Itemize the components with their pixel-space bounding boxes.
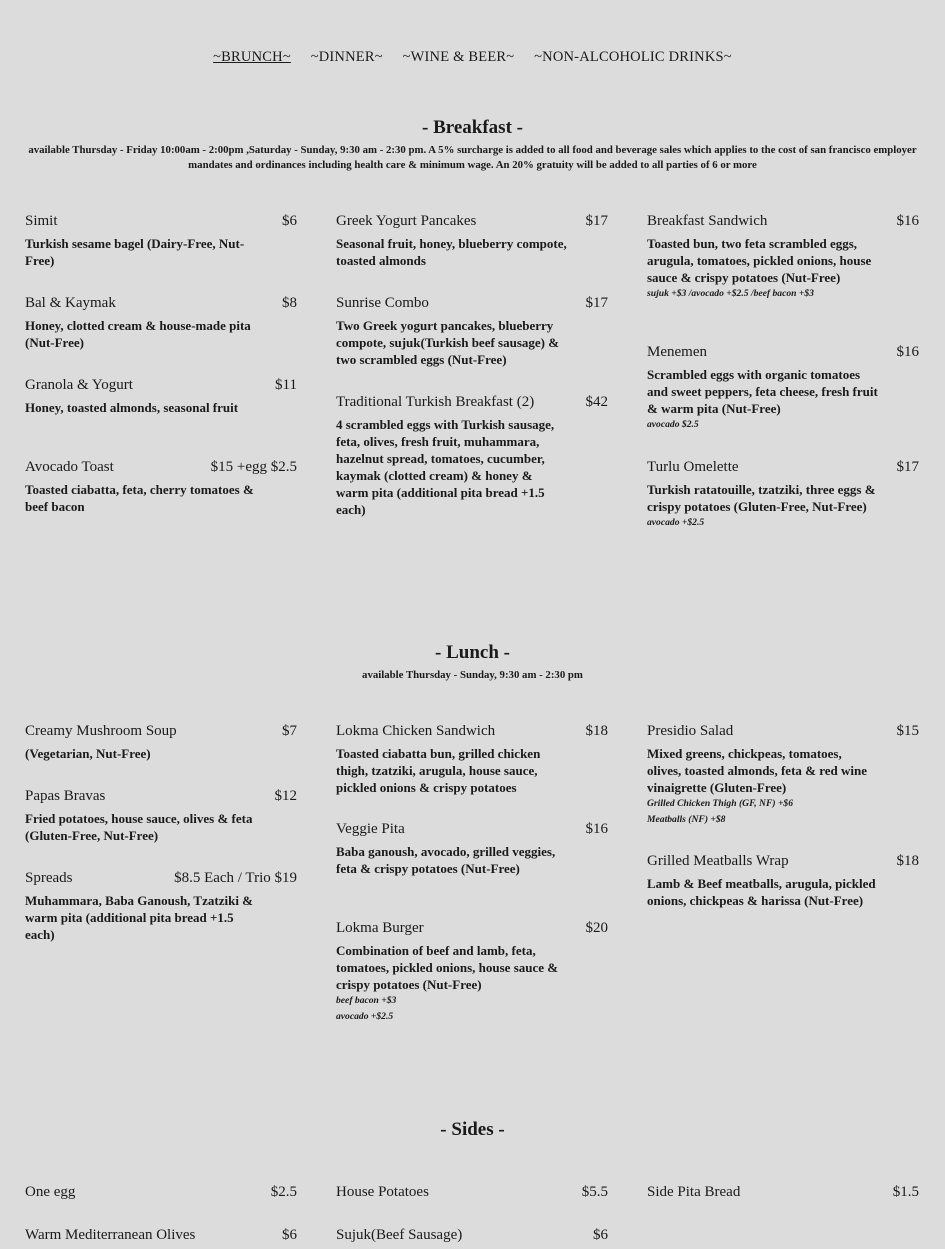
- item-description: Honey, toasted almonds, seasonal fruit: [25, 400, 239, 415]
- item-price: $7: [282, 723, 297, 739]
- item-description: Toasted bun, two feta scrambled eggs, arugula, tomatoes, pickled onions, house sauce & crispy potatoes (Nut-Free): [647, 236, 872, 285]
- item-name: Veggie Pita: [336, 821, 405, 837]
- item-price: $15 +egg $2.5: [210, 459, 297, 475]
- item-name: Sujuk(Beef Sausage): [336, 1227, 463, 1243]
- item-price: $8: [282, 295, 297, 311]
- menu-item: [336, 919, 608, 1025]
- menu-item: [336, 212, 608, 269]
- menu-item: [647, 722, 919, 828]
- item-description: Toasted ciabatta, feta, cherry tomatoes & beef bacon: [25, 482, 254, 514]
- item-price: $6: [282, 213, 297, 229]
- nav-brunch-link[interactable]: ~BRUNCH~: [213, 49, 291, 65]
- item-name: Traditional Turkish Breakfast (2): [336, 394, 535, 410]
- nav-wine-beer-link[interactable]: ~WINE & BEER~: [402, 49, 515, 65]
- item-description: Turkish sesame bagel (Dairy-Free, Nut-Free): [25, 236, 245, 268]
- item-addon: avocado +$2.5: [647, 517, 705, 528]
- item-description: Muhammara, Baba Ganoush, Tzatziki & warm pita (additional pita bread +1.5 each): [25, 893, 254, 942]
- menu-item: [25, 869, 297, 943]
- breakfast-note: available Thursday - Friday 10:00am - 2:00pm ,Saturday - Sunday, 9:30 am - 2:30 pm. A 5% surcharge is added to all food and beverage sales which applies to the cost of san francisco employer mandates and ordinances including health care & minimum wage. An 20% gratuity will be added to all parties of 6 or more: [28, 144, 917, 171]
- item-name: Greek Yogurt Pancakes: [336, 213, 477, 229]
- item-name: Spreads: [25, 870, 73, 886]
- item-description: Honey, clotted cream & house-made pita (Nut-Free): [25, 318, 251, 350]
- item-description: 4 scrambled eggs with Turkish sausage, feta, olives, fresh fruit, muhammara, hazelnut spread, tomatoes, cucumber, kaymak (clotted cream) & honey & warm pita (additional pita bread +1.5 each): [336, 417, 555, 517]
- item-price: $17: [896, 459, 919, 475]
- item-addon: Meatballs (NF) +$8: [647, 814, 726, 825]
- item-name: Bal & Kaymak: [25, 295, 116, 311]
- item-name: Creamy Mushroom Soup: [25, 723, 177, 739]
- item-description: Fried potatoes, house sauce, olives & feta (Gluten-Free, Nut-Free): [25, 811, 253, 843]
- item-name: Turlu Omelette: [647, 459, 739, 475]
- menu-item: [647, 852, 919, 909]
- item-name: Simit: [25, 213, 58, 229]
- menu-item: [336, 294, 608, 368]
- item-price: $12: [274, 788, 297, 804]
- item-name: Breakfast Sandwich: [647, 213, 768, 229]
- item-name: Avocado Toast: [25, 459, 114, 475]
- item-addon: sujuk +$3 /avocado +$2.5 /beef bacon +$3: [647, 288, 814, 299]
- menu-item: [647, 212, 919, 302]
- item-price: $42: [585, 394, 608, 410]
- item-name: Lokma Burger: [336, 920, 424, 936]
- item-price: $16: [585, 821, 608, 837]
- item-price: $18: [896, 853, 919, 869]
- menu-item: [25, 294, 297, 351]
- item-price: $16: [896, 213, 919, 229]
- item-addon: avocado $2.5: [647, 419, 699, 430]
- item-price: $8.5 Each / Trio $19: [174, 870, 297, 886]
- menu-item: [647, 1183, 919, 1201]
- item-price: $6: [282, 1227, 297, 1243]
- menu-item: [25, 212, 297, 269]
- item-price: $1.5: [892, 1184, 919, 1200]
- item-description: Scrambled eggs with organic tomatoes and sweet peppers, feta cheese, fresh fruit & warm pita (Nut-Free): [647, 367, 878, 416]
- item-addon: Grilled Chicken Thigh (GF, NF) +$6: [647, 798, 794, 809]
- lunch-title: - Lunch -: [435, 642, 510, 663]
- item-name: Papas Bravas: [25, 788, 106, 804]
- nav-dinner-link[interactable]: ~DINNER~: [310, 49, 383, 65]
- menu-item: [336, 722, 608, 796]
- item-description: Two Greek yogurt pancakes, blueberry compote, sujuk(Turkish beef sausage) & two scrambled eggs (Nut-Free): [336, 318, 560, 367]
- menu-item: [25, 458, 297, 515]
- item-description: Toasted ciabatta bun, grilled chicken thigh, tzatziki, arugula, house sauce, pickled onions & crispy potatoes: [336, 746, 541, 795]
- item-description: Lamb & Beef meatballs, arugula, pickled onions, chickpeas & harissa (Nut-Free): [647, 876, 876, 908]
- item-price: $6: [593, 1227, 608, 1243]
- item-price: $5.5: [581, 1184, 608, 1200]
- item-price: $16: [896, 344, 919, 360]
- item-addon: beef bacon +$3: [336, 995, 397, 1006]
- item-price: $18: [585, 723, 608, 739]
- nav-non-alcoholic-link[interactable]: ~NON-ALCOHOLIC DRINKS~: [534, 49, 732, 65]
- item-description: (Vegetarian, Nut-Free): [25, 746, 151, 761]
- item-name: Side Pita Bread: [647, 1184, 741, 1200]
- item-price: $2.5: [270, 1184, 297, 1200]
- item-price: $11: [275, 377, 297, 393]
- menu-item: [647, 458, 919, 531]
- menu-item: [25, 722, 297, 762]
- item-name: Granola & Yogurt: [25, 377, 133, 393]
- menu-item: [336, 1183, 608, 1201]
- item-name: Lokma Chicken Sandwich: [336, 723, 496, 739]
- item-name: Grilled Meatballs Wrap: [647, 853, 789, 869]
- item-price: $17: [585, 213, 608, 229]
- item-name: One egg: [25, 1184, 76, 1200]
- menu-nav: [0, 49, 945, 66]
- item-name: House Potatoes: [336, 1184, 429, 1200]
- sides-title: - Sides -: [440, 1119, 505, 1140]
- item-name: Menemen: [647, 344, 707, 360]
- menu-item: [25, 1183, 297, 1201]
- item-name: Sunrise Combo: [336, 295, 429, 311]
- menu-item: [25, 787, 297, 844]
- item-price: $17: [585, 295, 608, 311]
- item-price: $20: [585, 920, 608, 936]
- item-description: Combination of beef and lamb, feta, tomatoes, pickled onions, house sauce & crispy potatoes (Nut-Free): [336, 943, 559, 992]
- item-description: Turkish ratatouille, tzatziki, three eggs & crispy potatoes (Gluten-Free, Nut-Free): [647, 482, 876, 514]
- item-price: $15: [896, 723, 919, 739]
- menu-item: [647, 343, 919, 433]
- breakfast-title: - Breakfast -: [422, 117, 523, 138]
- menu-item: [336, 1226, 608, 1244]
- menu-item: [25, 376, 297, 416]
- item-description: Mixed greens, chickpeas, tomatoes, olives, toasted almonds, feta & red wine vinaigrette (Gluten-Free): [647, 746, 868, 795]
- menu-item: [25, 1226, 297, 1244]
- item-description: Baba ganoush, avocado, grilled veggies, feta & crispy potatoes (Nut-Free): [336, 844, 556, 876]
- lunch-note: available Thursday - Sunday, 9:30 am - 2:30 pm: [362, 669, 583, 681]
- item-name: Warm Mediterranean Olives: [25, 1227, 196, 1243]
- menu-item: [336, 393, 608, 518]
- item-addon: avocado +$2.5: [336, 1011, 394, 1022]
- item-description: Seasonal fruit, honey, blueberry compote, toasted almonds: [336, 236, 567, 268]
- menu-item: [336, 820, 608, 877]
- item-name: Presidio Salad: [647, 723, 734, 739]
